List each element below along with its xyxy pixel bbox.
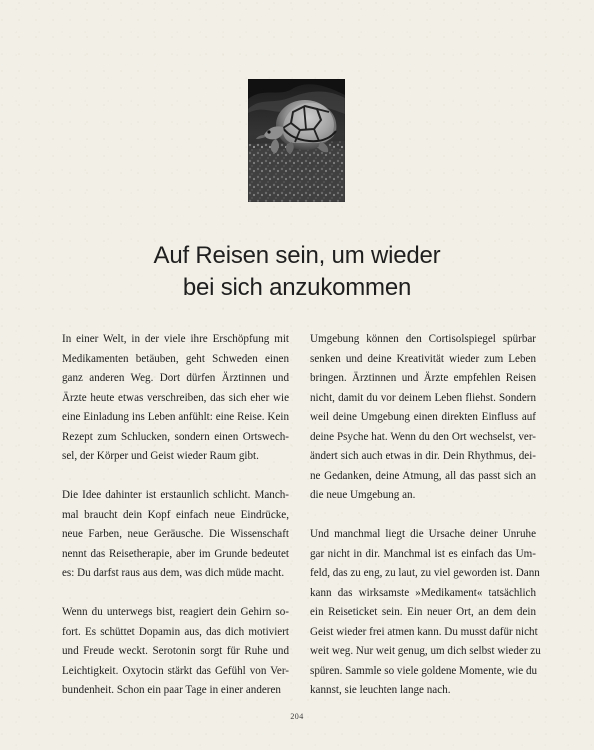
text-line: Und manchmal liegt die Ursache deiner Unruhe <box>310 528 536 540</box>
text-line: nicht, damit du vor deinem Leben fliehst. Sondern <box>310 391 536 404</box>
text-line: weil deine Umgebung einen direkten Einfluss auf <box>310 411 536 423</box>
text-line: eine Einladung ins Leben anfühlt: eine Reise. Kein <box>62 411 289 423</box>
text-line: Leichtigkeit. Oxytocin stärkt das Gefühl von Ver- <box>62 664 289 677</box>
text-line: ne Gedanken, deine Atmung, all das passt sich an <box>310 469 536 482</box>
text-column-left <box>62 330 289 720</box>
text-line: es: Du darfst raus aus dem, was dich müde macht. <box>62 567 285 579</box>
text-line: In einer Welt, in der viele ihre Erschöpfung mit <box>62 333 289 345</box>
text-line: weit weg. Nur weit genug, um dich selbst wieder zu <box>310 645 541 657</box>
text-line: sel, der Körper und Geist wieder Raum gibt. <box>62 450 259 462</box>
text-line: nennt das Reisetherapie, aber im Grunde bedeutet <box>62 547 289 560</box>
text-line: bringen. Ärztinnen und Ärzte empfehlen Reisen <box>310 372 536 384</box>
text-line: bundenheit. Schon ein paar Tage in einer anderen <box>62 684 281 696</box>
paragraph <box>310 330 536 506</box>
text-line: ein Reiseticket sein. Ein neuer Ort, an dem dein <box>310 606 536 618</box>
text-line: die neue Umgebung an. <box>310 489 416 501</box>
turtle-photo <box>248 79 345 202</box>
title-line: bei sich anzukommen <box>182 274 412 301</box>
paragraph <box>62 330 289 467</box>
text-line: feld, das zu eng, zu laut, zu viel geworden ist. Dann <box>310 567 540 579</box>
text-line: und Freude weckt. Serotonin sorgt für Ruhe und <box>62 645 289 657</box>
text-line: kann das wirksamste »Medikament« tatsächlich <box>310 586 536 599</box>
text-line: senken und deine Kreativität wieder zum Leben <box>310 352 536 365</box>
text-line: Geist wieder frei atmen kann. Du musst dafür nicht <box>310 625 538 638</box>
page-title <box>60 240 534 304</box>
page-number: 204 <box>290 712 304 721</box>
text-line: ganz anderen Weg. Dort dürfen Ärztinnen und <box>62 372 289 384</box>
text-line: Rezept zum Schlucken, sondern einen Ortswech- <box>62 430 289 443</box>
text-line: deine Psyche hat. Wenn du den Ort wechselst, ver- <box>310 430 536 443</box>
paragraph <box>62 486 289 584</box>
turtle-photo-art <box>248 79 345 202</box>
text-line: mal braucht dein Kopf einfach neue Eindrücke, <box>62 508 289 521</box>
text-line: Wenn du unterwegs bist, reagiert dein Gehirn so- <box>62 606 289 618</box>
paragraph <box>310 525 541 701</box>
text-line: Umgebung können den Cortisolspiegel spürbar <box>310 333 536 345</box>
text-line: spüren. Sammle so viele goldene Momente, wie du <box>310 664 538 677</box>
text-line: kannst, sie leuchten lange nach. <box>310 684 451 696</box>
text-line: Ärzte heute etwas verschreiben, das sich eher wie <box>62 391 289 404</box>
title-line: Auf Reisen sein, um wieder <box>153 242 441 269</box>
text-column-right <box>310 330 541 720</box>
text-line: Medikamenten betäuben, geht Schweden einen <box>62 352 289 365</box>
text-line: fort. Es schüttet Dopamin aus, das dich motiviert <box>62 625 289 638</box>
text-line: ändert sich auch etwas in dir. Dein Rhythmus, dei- <box>310 450 536 462</box>
text-line: neue Farben, neue Geräusche. Die Wissenschaft <box>62 528 289 540</box>
text-line: gar nicht in dir. Manchmal ist es einfach das Um- <box>310 547 536 560</box>
text-line: Die Idee dahinter ist erstaunlich schlicht. Manch- <box>62 489 289 501</box>
paragraph <box>62 603 289 701</box>
